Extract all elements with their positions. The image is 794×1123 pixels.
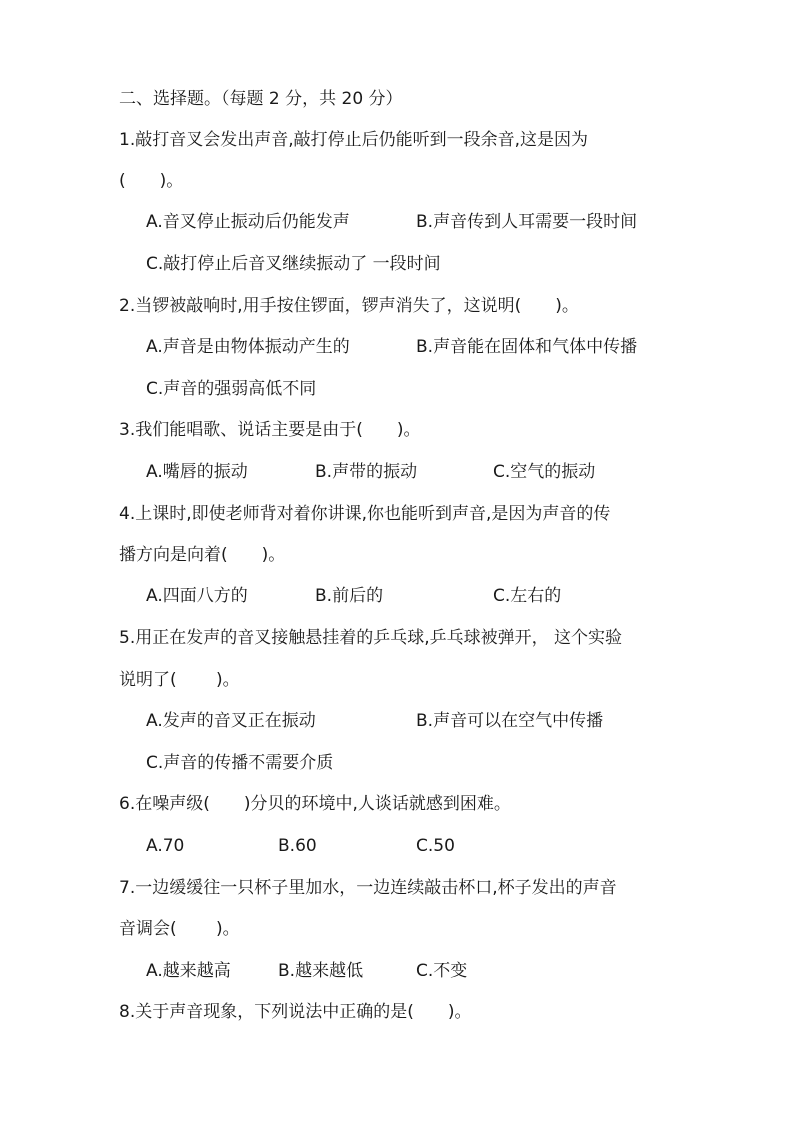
question-2-option-a[interactable]: A.声音是由物体振动产生的 — [146, 337, 350, 357]
question-4-stem: 4.上课时,即使老师背对着你讲课,你也能听到声音,是因为声音的传 — [119, 504, 611, 524]
question-5-option-c[interactable]: C.声音的传播不需要介质 — [146, 753, 334, 773]
question-6-option-c[interactable]: C.50 — [416, 836, 455, 856]
question-7-option-a[interactable]: A.越来越高 — [146, 961, 231, 981]
question-7-option-b[interactable]: B.越来越低 — [278, 961, 364, 981]
question-4-stem-cont: 播方向是向着( )。 — [119, 545, 286, 565]
question-4-option-c[interactable]: C.左右的 — [493, 586, 562, 606]
question-3-stem: 3.我们能唱歌、说话主要是由于( )。 — [119, 420, 421, 440]
question-6-stem: 6.在噪声级( )分贝的环境中,人谈话就感到困难。 — [119, 794, 511, 814]
question-1-option-c[interactable]: C.敲打停止后音叉继续振动了 一段时间 — [146, 254, 441, 274]
question-7-option-c[interactable]: C.不变 — [416, 961, 468, 981]
question-1-stem: 1.敲打音叉会发出声音,敲打停止后仍能听到一段余音,这是因为 — [119, 130, 589, 150]
question-5-option-a[interactable]: A.发声的音叉正在振动 — [146, 711, 316, 731]
question-7-stem-cont: 音调会( )。 — [119, 919, 240, 939]
question-5-option-b[interactable]: B.声音可以在空气中传播 — [416, 711, 604, 731]
section-title: 二、选择题。（每题 2 分，共 20 分） — [119, 89, 403, 109]
question-5-stem: 5.用正在发声的音叉接触悬挂着的乒乓球,乒乓球被弹开， 这个实验 — [119, 628, 623, 648]
question-4-option-a[interactable]: A.四面八方的 — [146, 586, 248, 606]
question-2-option-b[interactable]: B.声音能在固体和气体中传播 — [416, 337, 638, 357]
question-6-option-b[interactable]: B.60 — [278, 836, 317, 856]
question-2-stem: 2.当锣被敲响时,用手按住锣面，锣声消失了，这说明( )。 — [119, 296, 579, 316]
question-3-option-c[interactable]: C.空气的振动 — [493, 462, 596, 482]
question-3-option-b[interactable]: B.声带的振动 — [315, 462, 418, 482]
question-5-stem-cont: 说明了( )。 — [119, 670, 240, 690]
question-1-stem-cont: ( )。 — [119, 171, 184, 191]
question-1-option-a[interactable]: A.音叉停止振动后仍能发声 — [146, 212, 350, 232]
question-2-option-c[interactable]: C.声音的强弱高低不同 — [146, 379, 317, 399]
question-6-option-a[interactable]: A.70 — [146, 836, 185, 856]
question-7-stem: 7.一边缓缓往一只杯子里加水，一边连续敲击杯口,杯子发出的声音 — [119, 878, 617, 898]
question-8-stem: 8.关于声音现象，下列说法中正确的是( )。 — [119, 1002, 472, 1022]
question-1-option-b[interactable]: B.声音传到人耳需要一段时间 — [416, 212, 638, 232]
question-4-option-b[interactable]: B.前后的 — [315, 586, 384, 606]
question-3-option-a[interactable]: A.嘴唇的振动 — [146, 462, 248, 482]
